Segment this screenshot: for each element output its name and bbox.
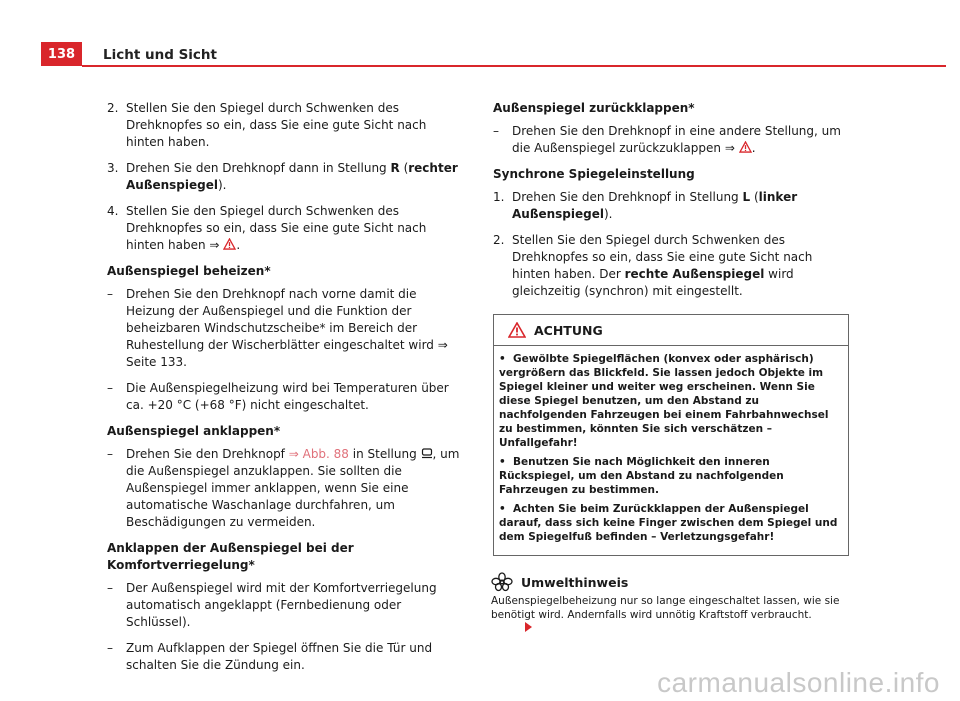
- step-text: ).: [217, 178, 227, 192]
- dash-marker: –: [107, 287, 113, 301]
- position-name: rechte Außenspiegel: [624, 267, 765, 281]
- environment-note: [491, 572, 849, 636]
- step-text: .: [236, 238, 241, 252]
- section-heading-sync: Synchrone Spiegeleinstellung: [493, 167, 695, 181]
- environment-text-body: Außenspiegelbeheizung nur so lange eingeschaltet lassen, wie sie benötigt wird. Andernfalls wird unnötig Kraftstoff verbraucht.: [491, 595, 840, 621]
- bullet-marker: •: [499, 353, 506, 365]
- step-4: [107, 203, 462, 254]
- right-column: [493, 100, 849, 636]
- list-item-text: .: [751, 141, 756, 155]
- bullet-marker: •: [499, 456, 506, 468]
- step-number: 1.: [493, 190, 505, 204]
- warning-text: Benutzen Sie nach Möglichkeit den inneren Rückspiegel, um den Abstand zu nachfolgenden Fahrzeugen zu bestimmen.: [499, 456, 784, 496]
- step-number: 2.: [493, 233, 505, 247]
- list-item-text: Zum Aufklappen der Spiegel öffnen Sie die Tür und schalten Sie die Zündung ein.: [126, 641, 433, 672]
- page-number: 138: [41, 42, 82, 66]
- position-name: linker Außenspiegel: [512, 190, 798, 221]
- list-item-text: Drehen Sie den Drehknopf in eine andere Stellung, um die Außenspiegel zurückzuklappen ⇒: [512, 124, 841, 155]
- warning-triangle-icon: [508, 322, 526, 338]
- warning-header: [494, 315, 848, 346]
- step-text: Stellen Sie den Spiegel durch Schwenken des Drehknopfes so ein, dass Sie eine gute Sicht nach hinten haben. Der: [512, 233, 813, 281]
- step-2: [107, 100, 462, 151]
- position-name: rechter Außenspiegel: [126, 161, 458, 192]
- dash-marker: –: [107, 381, 113, 395]
- step-text: (: [750, 190, 759, 204]
- warning-text: Gewölbte Spiegelflächen (konvex oder asphärisch) vergrößern das Blickfeld. Sie lassen jedoch Objekte im Spiegel kleiner und weiter weg erscheinen. Wenn Sie diese Spiegel benutzen, um den Abstand zu nachfolgenden Fahrzeugen bei einem Fahrbahnwechsel zu bestimmen, könnten Sie sich verschätzen – Unfallgefahr!: [499, 353, 829, 449]
- figure-link[interactable]: ⇒ Abb. 88: [288, 447, 349, 461]
- header-rule: [82, 65, 946, 67]
- step-text: ).: [603, 207, 613, 221]
- list-item: [107, 380, 462, 414]
- step-text: (: [399, 161, 409, 175]
- step-text: Drehen Sie den Drehknopf dann in Stellung: [126, 161, 391, 175]
- sync-step-1: [493, 189, 849, 223]
- list-item-text: Drehen Sie den Drehknopf nach vorne damit die Heizung der Außenspiegel und die Funktion der beheizbaren Windschutzscheibe* im Bereich der Ruhestellung der Wischerblätter eingeschaltet wird ⇒ Seite 133.: [126, 287, 448, 369]
- warning-bullet: [499, 352, 843, 450]
- step-text: Stellen Sie den Spiegel durch Schwenken des Drehknopfes so ein, dass Sie eine gute Sicht nach hinten haben ⇒: [126, 204, 427, 252]
- environment-text: [491, 594, 849, 636]
- warning-text: Achten Sie beim Zurückklappen der Außenspiegel darauf, dass sich keine Finger zwischen dem Spiegel und dem Spiegelfuß befinden – Verletzungsgefahr!: [499, 503, 838, 543]
- list-item-text: in Stellung: [348, 447, 421, 461]
- warning-box: [493, 314, 849, 556]
- warning-title: ACHTUNG: [534, 322, 603, 338]
- section-heading-comfort: Anklappen der Außenspiegel bei der Komfortverriegelung*: [107, 541, 354, 572]
- list-item-text: Drehen Sie den Drehknopf: [126, 447, 289, 461]
- sync-step-2: [493, 232, 849, 300]
- position-letter: L: [742, 190, 751, 204]
- page-title: Licht und Sicht: [103, 47, 217, 63]
- list-item-text: Der Außenspiegel wird mit der Komfortverriegelung automatisch angeklappt (Fernbedienung oder Schlüssel).: [126, 581, 437, 629]
- step-text: Drehen Sie den Drehknopf in Stellung: [512, 190, 743, 204]
- step-text: wird gleichzeitig (synchron) mit eingestellt.: [512, 267, 794, 298]
- dash-marker: –: [107, 447, 113, 461]
- list-item: [107, 286, 462, 371]
- next-page-arrow-icon[interactable]: [525, 622, 532, 632]
- warning-bullet: [499, 502, 843, 544]
- step-text: Stellen Sie den Spiegel durch Schwenken des Drehknopfes so ein, dass Sie eine gute Sicht nach hinten haben.: [126, 101, 427, 149]
- flower-icon: [491, 572, 513, 592]
- folded-mirror-icon: [421, 447, 433, 459]
- warning-body: [494, 346, 848, 555]
- left-column: [107, 100, 462, 683]
- list-item: [107, 640, 462, 674]
- section-heading-fold: Außenspiegel anklappen*: [107, 424, 281, 438]
- position-letter: R: [390, 161, 400, 175]
- watermark: carmanualsonline.info: [657, 667, 940, 698]
- environment-title: Umwelthinweis: [521, 574, 629, 590]
- list-item-text: Die Außenspiegelheizung wird bei Temperaturen über ca. +20 °C (+68 °F) nicht eingeschaltet.: [126, 381, 449, 412]
- dash-marker: –: [107, 641, 113, 655]
- list-item: [107, 580, 462, 631]
- section-heading-heat: Außenspiegel beheizen*: [107, 264, 271, 278]
- warning-triangle-icon[interactable]: [739, 141, 752, 153]
- list-item: [107, 446, 462, 531]
- step-number: 4.: [107, 204, 119, 218]
- dash-marker: –: [107, 581, 113, 595]
- step-3: [107, 160, 462, 194]
- list-item-text: , um die Außenspiegel anzuklappen. Sie sollten die Außenspiegel immer anklappen, wenn Sie eine automatische Waschanlage durchfahren, um Beschädigungen zu vermeiden.: [126, 447, 460, 529]
- step-number: 3.: [107, 161, 119, 175]
- dash-marker: –: [493, 124, 499, 138]
- warning-triangle-icon[interactable]: [223, 238, 236, 250]
- list-item: [493, 123, 849, 157]
- bullet-marker: •: [499, 503, 506, 515]
- step-number: 2.: [107, 101, 119, 115]
- section-heading-unfold: Außenspiegel zurückklappen*: [493, 101, 695, 115]
- warning-bullet: [499, 455, 843, 497]
- environment-header: [491, 572, 849, 592]
